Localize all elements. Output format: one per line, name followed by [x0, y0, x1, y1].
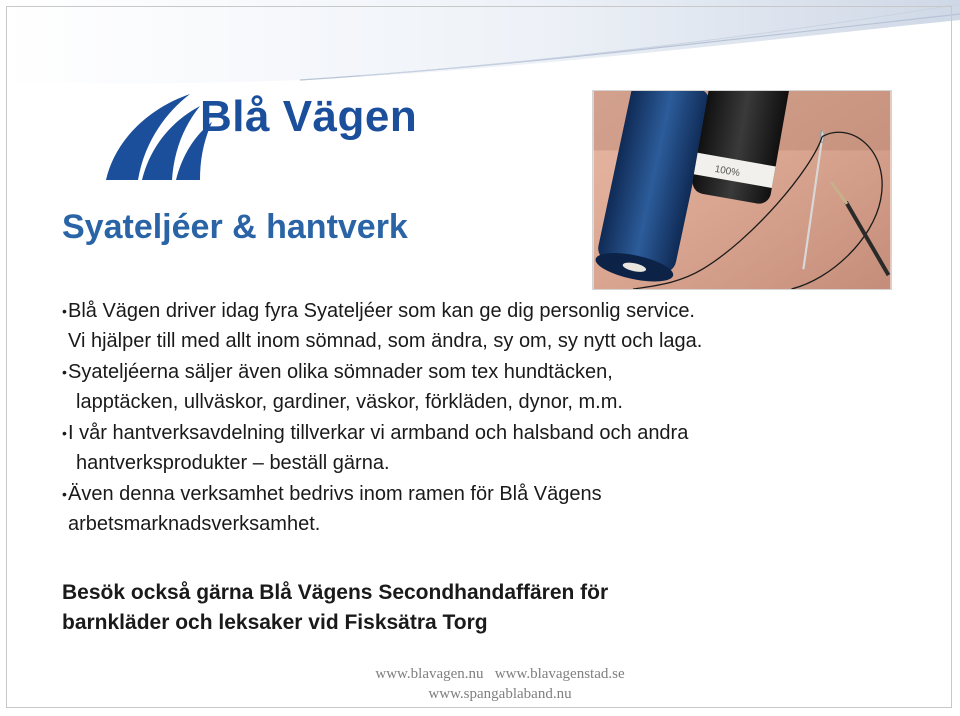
bullet-list [62, 296, 882, 540]
footer-link-spangablaband[interactable]: www.spangablaband.nu [428, 686, 572, 702]
page-title: Syateljéer & hantverk [62, 208, 408, 246]
bullet-line: arbetsmarknadsverksamhet. [68, 513, 321, 535]
footer-row [250, 684, 750, 704]
logo-wordmark: Blå Vägen [200, 92, 418, 141]
needle-thread-photo [592, 90, 892, 290]
bullet-dot-icon: • [62, 425, 67, 441]
list-item [62, 296, 882, 356]
bullet-line: lapptäcken, ullväskor, gardiner, väskor, förkläden, dynor, m.m. [76, 391, 623, 413]
bullet-line: Syateljéerna säljer även olika sömnader som tex hundtäcken, [68, 361, 613, 383]
closing-note [62, 578, 608, 638]
svg-text:100%: 100% [713, 163, 741, 180]
footer-link-blavagen[interactable]: www.blavagen.nu [375, 666, 484, 682]
closing-line: barnkläder och leksaker vid Fisksätra Torg [62, 611, 488, 634]
bullet-dot-icon: • [62, 303, 67, 319]
bullet-line: I vår hantverksavdelning tillverkar vi armband och halsband och andra [68, 422, 689, 444]
closing-line: Besök också gärna Blå Vägens Secondhandaffären för [62, 581, 609, 604]
list-item [62, 479, 882, 539]
bullet-dot-icon: • [62, 364, 67, 380]
bullet-dot-icon: • [62, 486, 67, 502]
footer-link-blavagenstad[interactable]: www.blavagenstad.se [494, 666, 625, 682]
bullet-line: Vi hjälper till med allt inom sömnad, som ändra, sy om, sy nytt och laga. [68, 330, 703, 352]
bullet-line: hantverksprodukter – beställ gärna. [76, 452, 390, 474]
footer-links [250, 664, 750, 704]
bullet-line: Även denna verksamhet bedrivs inom ramen för Blå Vägens [68, 483, 602, 505]
footer-row [250, 664, 750, 684]
list-item [62, 357, 882, 417]
bullet-line: Blå Vägen driver idag fyra Syateljéer som kan ge dig personlig service. [68, 300, 695, 322]
list-item [62, 418, 882, 478]
